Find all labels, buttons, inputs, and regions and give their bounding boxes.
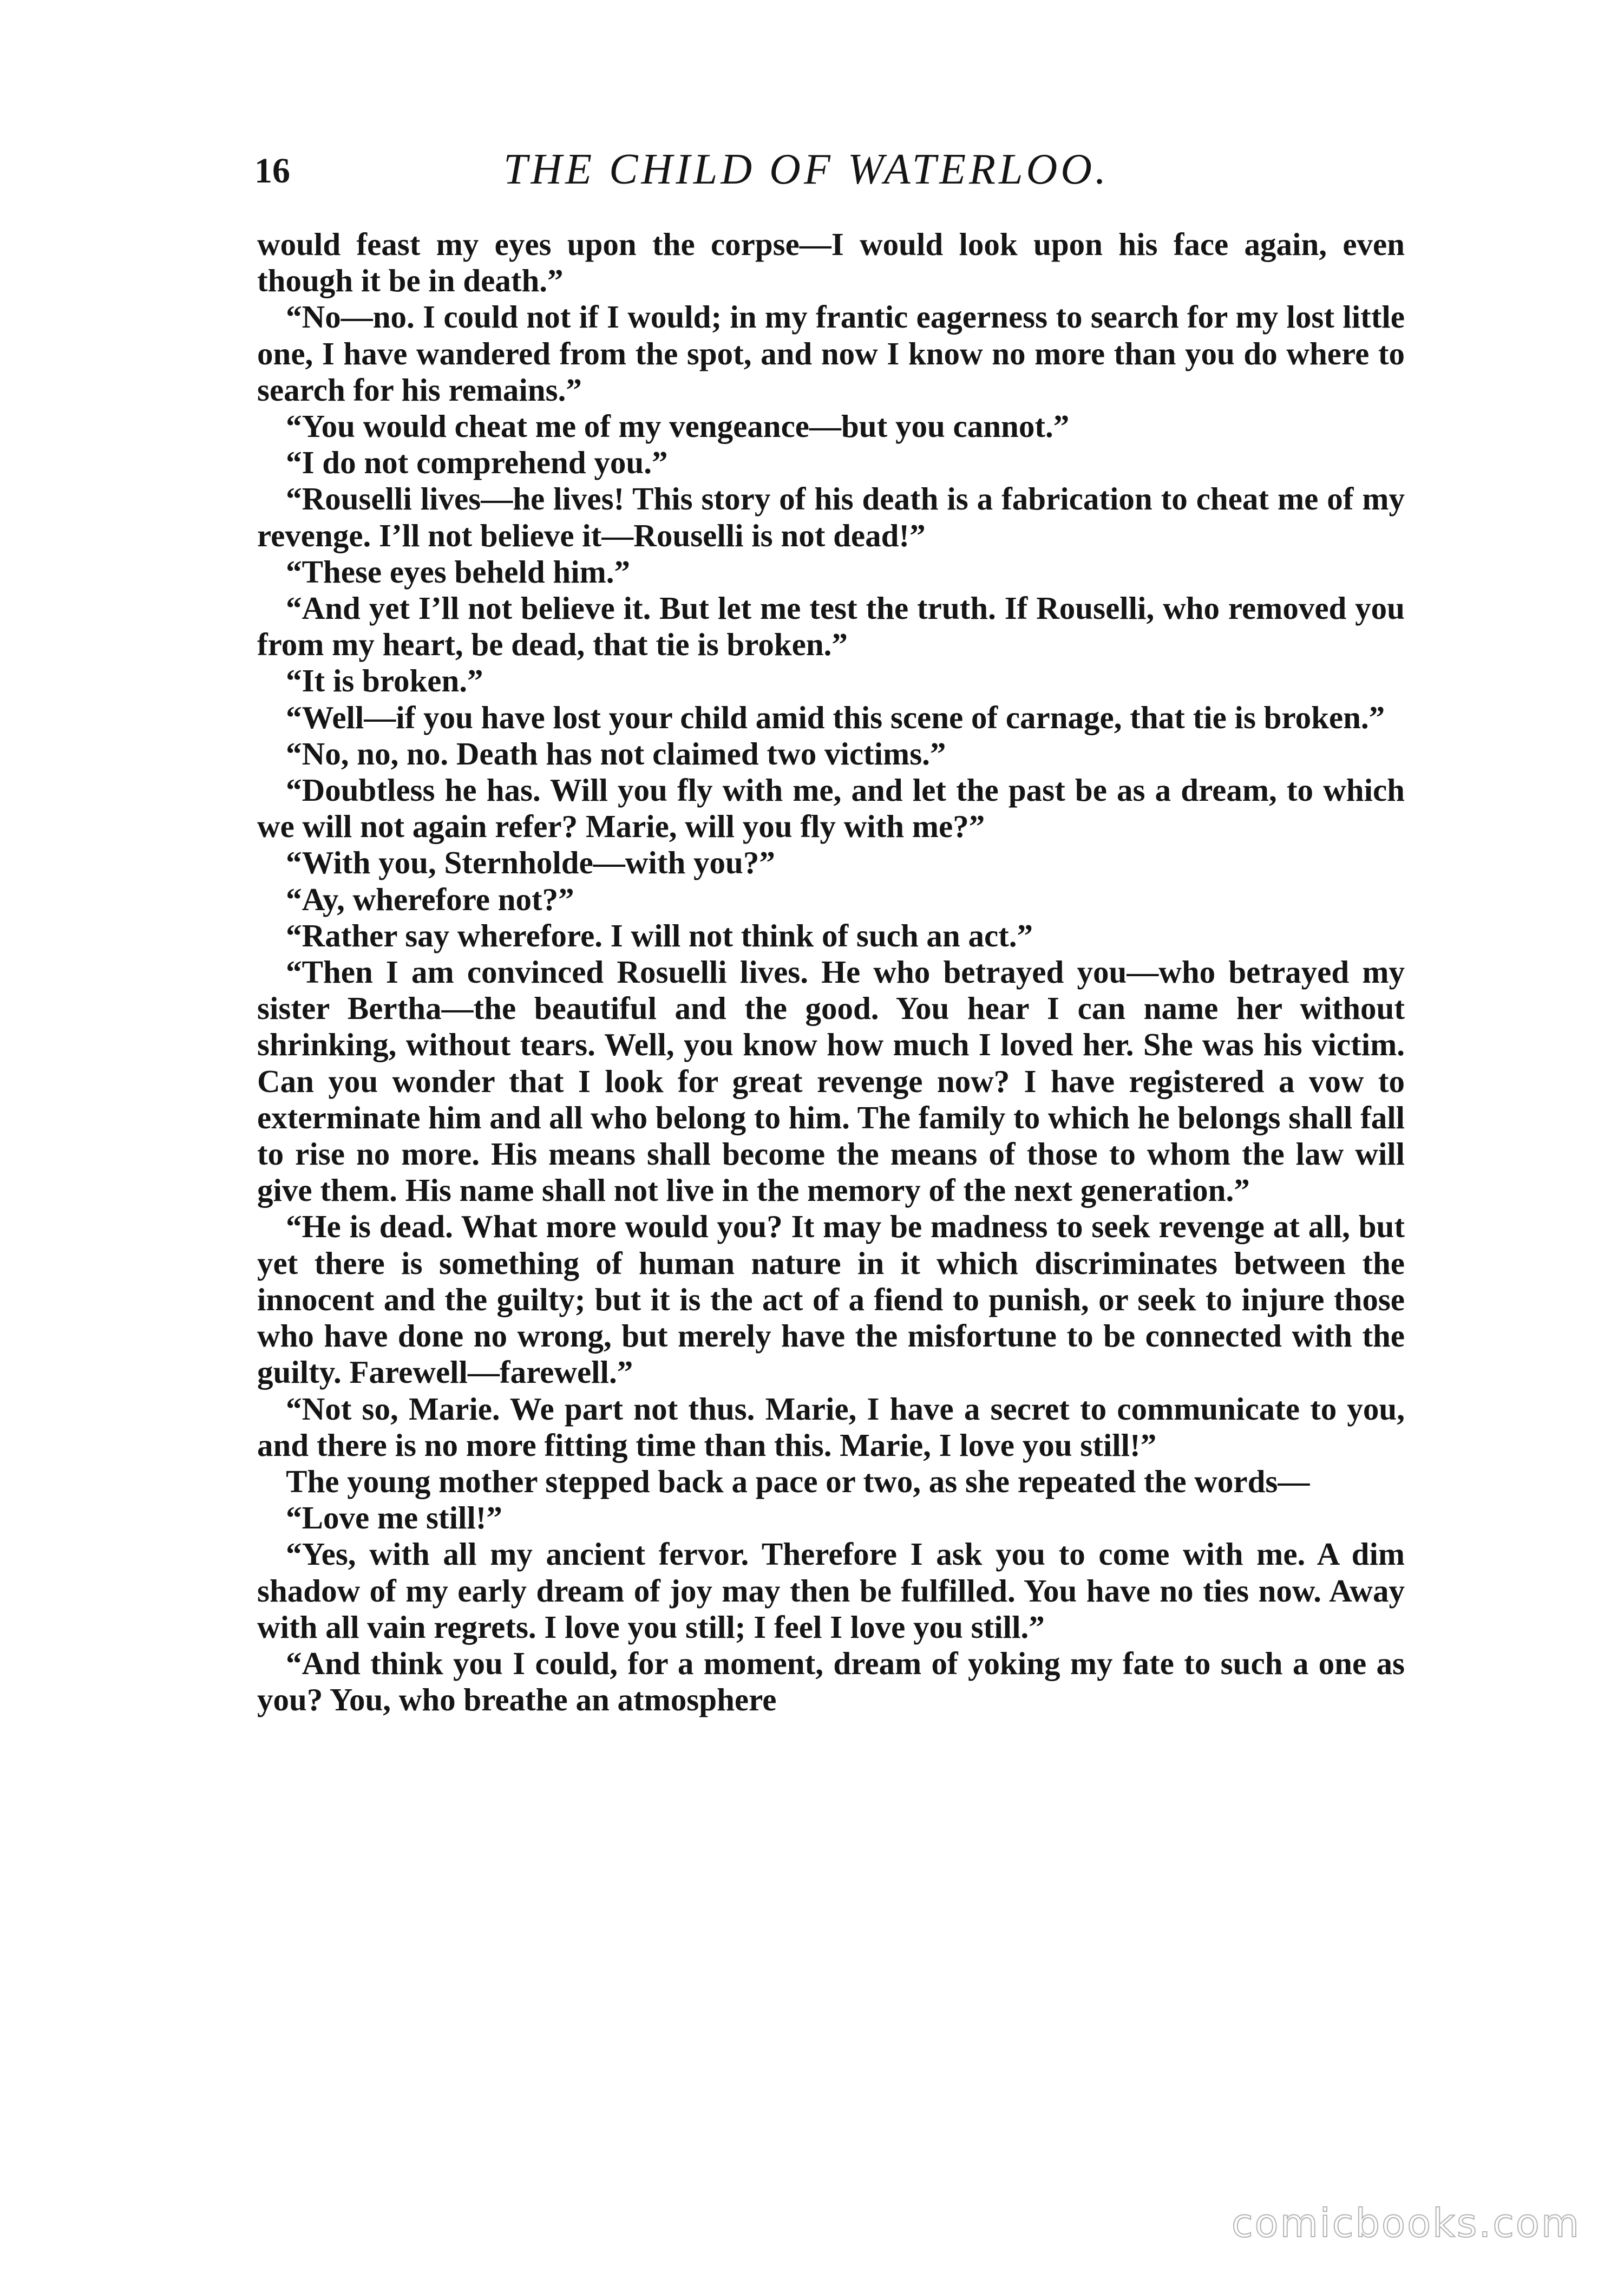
paragraph-3: “You would cheat me of my vengeance—but you cannot.” xyxy=(286,408,1070,445)
text-body xyxy=(257,226,1405,2121)
paragraph-2: “No—no. I could not if I would; in my frantic eagerness to search for my lost little one, I have wandered from the spot, and now I know no more than you do where to search for his remains.” xyxy=(257,299,1405,408)
running-head xyxy=(254,145,1413,205)
paragraph-13: “Ay, wherefore not?” xyxy=(286,881,574,917)
paragraph-6: “These eyes beheld him.” xyxy=(286,553,630,590)
paragraph-16: “He is dead. What more would you? It may be madness to seek revenge at all, but yet there is something of human nature in it which discriminates between the innocent and the guilty; but it is the act of a fiend to punish, or seek to injure those who have done no wrong, but merely have the misfortune to be connected with the guilty. Farewell—farewell.” xyxy=(257,1208,1405,1390)
paragraph-8: “It is broken.” xyxy=(286,663,483,699)
paragraph-10: “No, no, no. Death has not claimed two victims.” xyxy=(286,735,946,772)
paragraph-9: “Well—if you have lost your child amid this scene of carnage, that tie is broken.” xyxy=(286,699,1385,735)
paragraph-7: “And yet I’ll not believe it. But let me test the truth. If Rouselli, who removed you from my heart, be dead, that tie is broken.” xyxy=(257,590,1405,663)
paragraph-19: “Love me still!” xyxy=(286,1500,502,1536)
page-number: 16 xyxy=(254,151,290,191)
paragraph-17: “Not so, Marie. We part not thus. Marie, I have a secret to communicate to you, and there is no more fitting time than this. Marie, I love you still!” xyxy=(257,1390,1405,1463)
paragraph-20: “Yes, with all my ancient fervor. Therefore I ask you to come with me. A dim shadow of my early dream of joy may then be fulfilled. You have no ties now. Away with all vain regrets. I love you still; I feel I love you still.” xyxy=(257,1536,1405,1645)
paragraph-18: The young mother stepped back a pace or two, as she repeated the words— xyxy=(286,1463,1310,1499)
paragraph-1: would feast my eyes upon the corpse—I would look upon his face again, even though it be in death.” xyxy=(257,226,1405,299)
paragraph-14: “Rather say wherefore. I will not think of such an act.” xyxy=(286,917,1033,953)
paragraph-5: “Rouselli lives—he lives! This story of his death is a fabrication to cheat me of my revenge. I’ll not believe it—Rouselli is not dead!” xyxy=(257,481,1405,553)
paragraph-21: “And think you I could, for a moment, dream of yoking my fate to such a one as you? You, who breathe an atmosphere xyxy=(257,1645,1405,1718)
paragraph-4: “I do not comprehend you.” xyxy=(286,445,668,481)
paragraph-12: “With you, Sternholde—with you?” xyxy=(286,845,775,881)
paragraph-11: “Doubtless he has. Will you fly with me, and let the past be as a dream, to which we will not again refer? Marie, will you fly with me?” xyxy=(257,772,1405,845)
paragraph-15: “Then I am convinced Rosuelli lives. He who betrayed you—who betrayed my sister Bertha—the beautiful and the good. You hear I can name her without shrinking, without tears. Well, you know how much I loved her. She was his victim. Can you wonder that I look for great revenge now? I have registered a vow to exterminate him and all who belong to him. The family to which he belongs shall fall to rise no more. His means shall become the means of those to whom the law will give them. His name shall not live in the memory of the next generation.” xyxy=(257,954,1405,1208)
book-title: THE CHILD OF WATERLOO. xyxy=(503,146,1110,193)
watermark-logo: comicbooks.com xyxy=(1231,2200,1581,2246)
